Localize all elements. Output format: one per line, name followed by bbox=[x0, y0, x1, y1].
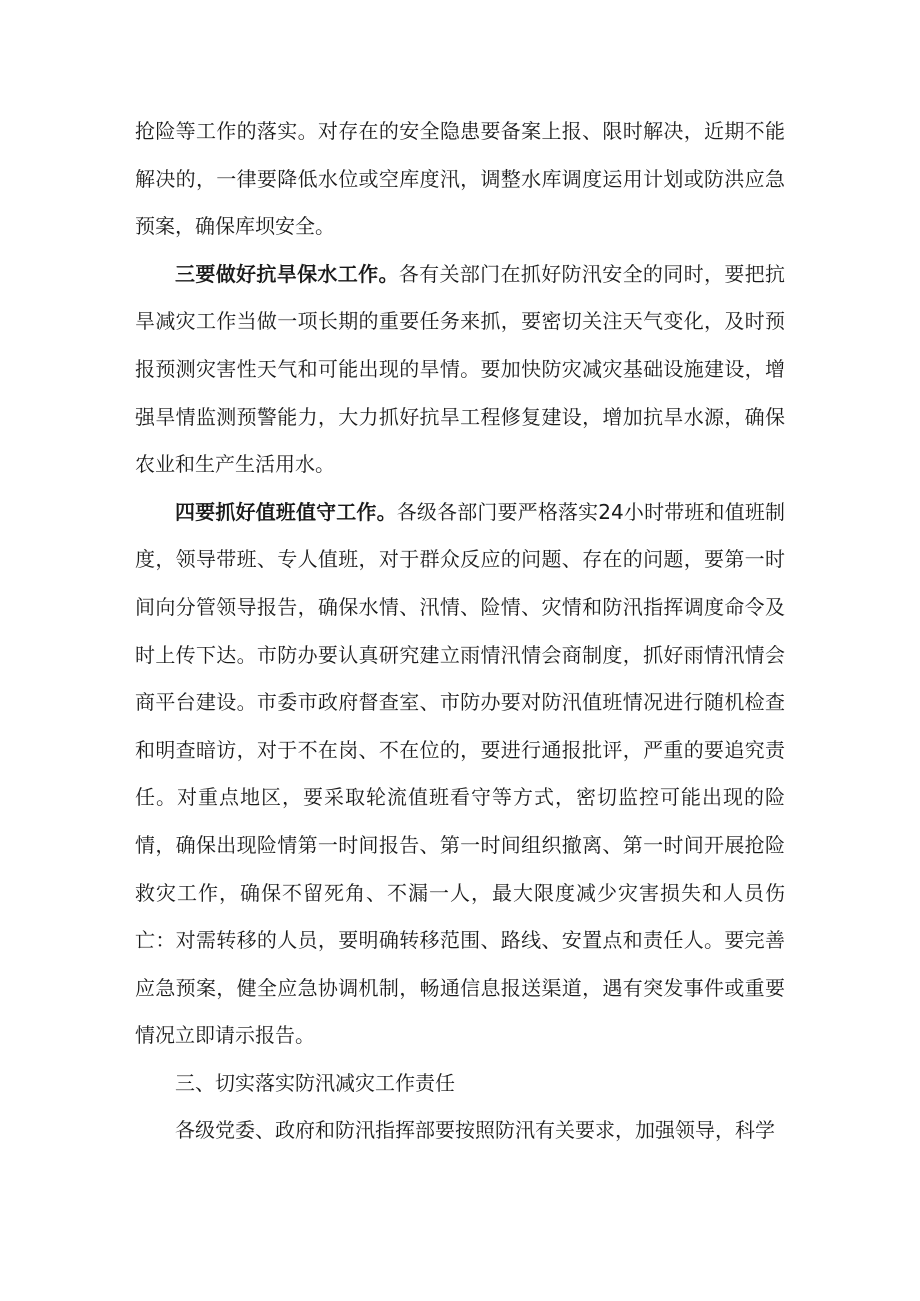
section-heading bbox=[135, 1060, 785, 1108]
paragraph-3-text: 各级各部门要严格落实24小时带班和值班制度，领导带班、专人值班，对于群众反应的问题、存在的问题，要第一时间向分管领导报告，确保水情、汛情、险情、灾情和防汛指挥调度命令及时上传下达。市防办要认真研究建立雨情汛情会商制度，抓好雨情汛情会商平台建设。市委市政府督查室、市防办要对防汛值班情况进行随机检查和明查暗访，对于不在岗、不在位的，要进行通报批评，严重的要追究责任。对重点地区，要采取轮流值班看守等方式，密切监控可能出现的险情，确保出现险情第一时间报告、第一时间组织撤离、第一时间开展抢险救灾工作，确保不留死角、不漏一人，最大限度减少灾害损失和人员伤亡：对需转移的人员，要明确转移范围、路线、安置点和责任人。要完善应急预案，健全应急协调机制，畅通信息报送渠道，遇有突发事件或重要情况立即请示报告。 bbox=[135, 499, 786, 1048]
paragraph-1 bbox=[135, 108, 785, 251]
section-heading-text: 三、切实落实防汛减灾工作责任 bbox=[175, 1070, 455, 1095]
paragraph-2-text: 各有关部门在抓好防汛安全的同时，要把抗旱减灾工作当做一项长期的重要任务来抓，要密切关注天气变化，及时预报预测灾害性天气和可能出现的旱情。要加快防灾减灾基础设施建设，增强旱情监测预警能力，大力抓好抗旱工程修复建设，增加抗旱水源，确保农业和生产生活用水。 bbox=[135, 261, 786, 477]
paragraph-3 bbox=[135, 489, 785, 1060]
paragraph-1-text: 抢险等工作的落实。对存在的安全隐患要备案上报、限时解决，近期不能解决的，一律要降低水位或空库度汛，调整水库调度运用计划或防洪应急预案，确保库坝安全。 bbox=[135, 119, 785, 239]
paragraph-2-heading: 三要做好抗旱保水工作。 bbox=[175, 261, 399, 286]
paragraph-3-heading: 四要抓好值班值守工作。 bbox=[175, 499, 397, 524]
document-body bbox=[135, 108, 785, 1155]
paragraph-5 bbox=[135, 1107, 785, 1155]
paragraph-2 bbox=[135, 251, 785, 489]
paragraph-5-text: 各级党委、政府和防汛指挥部要按照防汛有关要求，加强领导，科学 bbox=[175, 1118, 775, 1143]
